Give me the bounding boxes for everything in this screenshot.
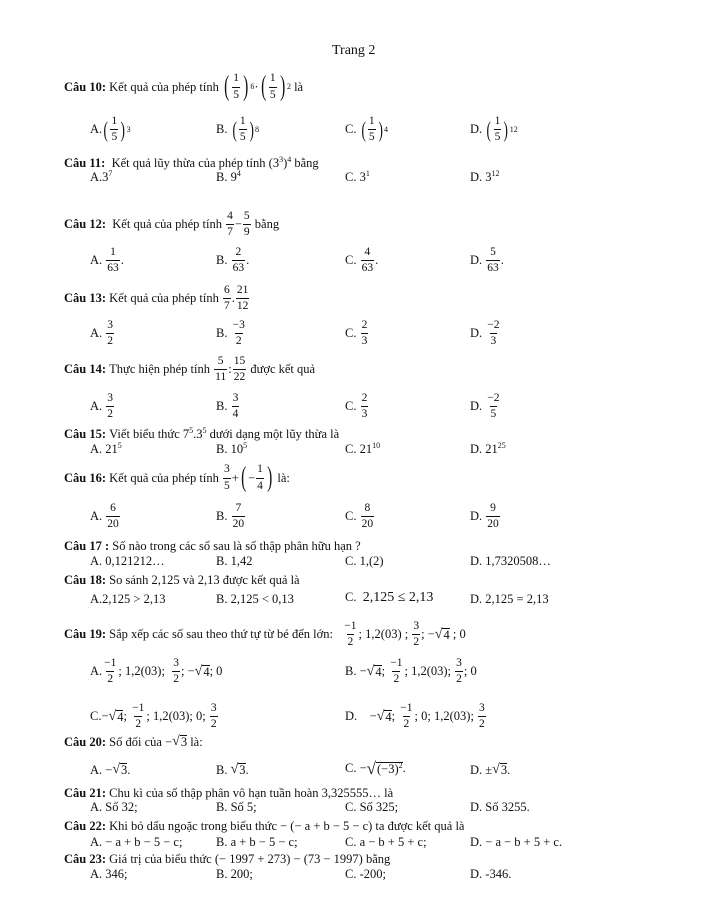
q18-option-d: D. 2,125 = 2,13: [470, 592, 549, 606]
q23-option-b: B. 200;: [216, 867, 253, 881]
q11-option-c: C. $3^1$: [345, 168, 370, 184]
q10-power-2: ( $\frac{1}{5}$ ): [260, 71, 285, 102]
q20-option-d: D. ± √ 3 .: [470, 762, 511, 778]
q14-option-b: B. $\frac{3}{4}$: [216, 392, 239, 421]
q23-option-a: A. 346;: [90, 867, 128, 881]
q12-option-c: C. $\frac{4}{63}$ .: [345, 246, 379, 275]
q18-option-b: B. 2,125 < 0,13: [216, 592, 294, 606]
question-13: Câu 13: Kết quả của phép tính $\frac{6}{7}$ . $\frac{21}{12}$: [64, 284, 249, 313]
question-17: Câu 17 : Số nào trong các số sau là số thập phân hữu hạn ?: [64, 539, 361, 553]
q10-option-b: B. ( $\frac{1}{5}$ ) 8: [216, 115, 259, 144]
q21-option-d: D. Số 3255.: [470, 800, 530, 814]
q23-option-c: C. -200;: [345, 867, 386, 881]
q10-dot: ·: [254, 79, 259, 94]
q15-option-b: B. $10^5$: [216, 440, 248, 456]
q22-option-c: C. a − b + 5 + c;: [345, 835, 427, 849]
page-title: Trang 2: [332, 43, 376, 58]
q11-option-b: B. $9^4$: [216, 168, 241, 184]
q22-option-b: B. a + b − 5 − c;: [216, 835, 298, 849]
q11-option-a: $A.3^7$: [90, 168, 113, 184]
q17-option-b: B. 1,42: [216, 554, 253, 568]
q16-option-c: C. $\frac{8}{20}$: [345, 502, 374, 531]
q22-option-a: A. − a + b − 5 − c;: [90, 835, 183, 849]
q21-option-b: B. Số 5;: [216, 800, 257, 814]
q14-option-a: A. $\frac{3}{2}$: [90, 392, 114, 421]
q10-option-d: D. ( $\frac{1}{5}$ ) 12: [470, 115, 518, 144]
q10-text: Kết quả của phép tính: [109, 79, 219, 94]
q19-option-c: C. − √ 4 ; $\frac{-1}{2}$ ; 1,2(03) ; 0 ; $\frac{3}{2}$: [90, 702, 217, 731]
q20-option-c: C. − √ $(-3)^2$ .: [345, 759, 406, 778]
q13-option-b: B. $\frac{-3}{2}$: [216, 319, 245, 348]
q16-option-d: D. $\frac{9}{20}$: [470, 502, 499, 531]
question-23: Câu 23: Giá trị của biểu thức (− 1997 + 273) − (73 − 1997) bằng: [64, 852, 391, 866]
q20-option-b: B. √ 3 .: [216, 762, 249, 778]
q14-option-c: C. $\frac{2}{3}$: [345, 392, 368, 421]
q10-label: Câu 10:: [64, 79, 107, 94]
q10-option-a: A. ( $\frac{1}{5}$ ) 3: [90, 115, 131, 144]
q16-option-a: A. $\frac{6}{20}$: [90, 502, 119, 531]
question-14: Câu 14: Thực hiện phép tính $\frac{5}{11}$ : $\frac{15}{22}$ được kết quả: [64, 355, 316, 384]
question-16: Câu 16: Kết quả của phép tính $\frac{3}{5}$ + ( − $\frac{1}{4}$ ) là:: [64, 462, 290, 493]
q21-option-c: C. Số 325;: [345, 800, 399, 814]
q10-tail: là: [294, 79, 304, 94]
q21-option-a: A. Số 32;: [90, 800, 138, 814]
q15-option-c: C. $21^{10}$: [345, 440, 381, 456]
q11-option-d: D. $3^{12}$: [470, 168, 500, 184]
question-19: Câu 19: Sắp xếp các số sau theo thứ tự từ bé đến lớn: $\frac{-1}{2}$ ; 1,2(03) ; $\frac{3}{2}$ ; − √ 4 ; 0: [64, 620, 466, 649]
q15-option-a: A. $21^5$: [90, 440, 122, 456]
question-21: Câu 21: Chu kì của số thập phân vô hạn tuần hoàn 3,325555… là: [64, 786, 394, 800]
q17-option-c: C. 1,(2): [345, 554, 384, 568]
q17-option-a: A. 0,121212…: [90, 554, 165, 568]
q20-option-a: A. − √ 3 .: [90, 762, 131, 778]
question-20: Câu 20: Số đối của − √ 3 là:: [64, 734, 203, 750]
q13-option-a: A. $\frac{3}{2}$: [90, 319, 114, 348]
q15-option-d: D. $21^{25}$: [470, 440, 506, 456]
question-12: Câu 12: Kết quả của phép tính $\frac{4}{7}$ − $\frac{5}{9}$ bằng: [64, 210, 280, 239]
q16-option-b: B. $\frac{7}{20}$: [216, 502, 245, 531]
q10-power-1: ( $\frac{1}{5}$ ): [224, 71, 249, 102]
question-10: Câu 10: Kết quả của phép tính ( $\frac{1}{5}$ ) 6 · ( $\frac{1}{5}$ ) 2 là: [64, 71, 304, 102]
q23-option-d: D. -346.: [470, 867, 512, 881]
q10-option-c: C. ( $\frac{1}{5}$ ) 4: [345, 115, 388, 144]
q22-option-d: D. − a − b + 5 + c.: [470, 835, 563, 849]
q19-option-b: B. − √ 4 ; $\frac{-1}{2}$ ; 1,2(03) ; $\frac{3}{2}$ ; 0: [345, 657, 477, 686]
q12-option-d: D. $\frac{5}{63}$ .: [470, 246, 504, 275]
q13-option-d: D. $\frac{-2}{3}$: [470, 319, 500, 348]
q19-option-d: D. − √ 4 ; $\frac{-1}{2}$ ; 0 ; 1,2(03) ; $\frac{3}{2}$: [345, 702, 485, 731]
q12-option-a: A. $\frac{1}{63}$ .: [90, 246, 124, 275]
q18-option-a: A.2,125 > 2,13: [90, 592, 166, 606]
question-15: Câu 15: Viết biểu thức $7^5.3^5$ dưới dạng một lũy thừa là: [64, 425, 340, 441]
q17-option-d: D. 1,7320508…: [470, 554, 551, 568]
q18-option-c: C. 2,125 ≤ 2,13: [345, 590, 434, 605]
q13-option-c: C. $\frac{2}{3}$: [345, 319, 368, 348]
q19-option-a: A. $\frac{-1}{2}$ ; 1,2(03) ; $\frac{3}{2}$ ; − √ 4 ; 0: [90, 657, 223, 686]
question-22: Câu 22: Khi bỏ dấu ngoặc trong biểu thức − (− a + b − 5 − c) ta được kết quả là: [64, 819, 465, 833]
q14-option-d: D. $\frac{-2}{5}$: [470, 392, 500, 421]
question-18: Câu 18: So sánh 2,125 và 2,13 được kết quả là: [64, 573, 300, 587]
question-11: Câu 11: Kết quả lũy thừa của phép tính $(3^3)^4$ bằng: [64, 154, 319, 170]
q12-option-b: B. $\frac{2}{63}$ .: [216, 246, 250, 275]
